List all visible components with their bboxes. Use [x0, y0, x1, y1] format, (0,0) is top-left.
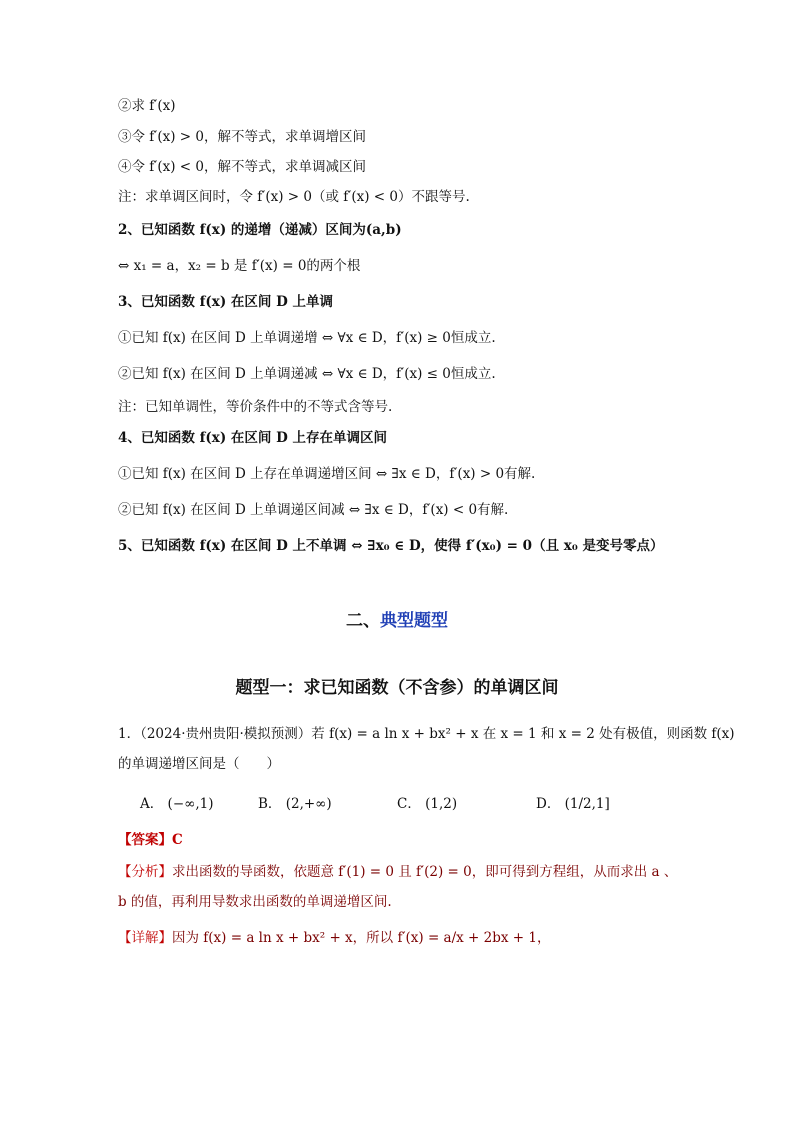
section-prefix: 二、: [346, 611, 380, 631]
option-a-label: A．: [140, 796, 164, 812]
topic-subtitle: 题型一：求已知函数（不含参）的单调区间: [235, 678, 559, 698]
section-heading: [0, 606, 794, 631]
option-d: [536, 792, 610, 812]
detail-tag: 【详解】: [118, 930, 172, 946]
note-line: 注：求单调区间时，令 f′(x) > 0（或 f′(x) < 0）不跟等号.: [118, 189, 470, 205]
problem-line-2: 的单调递增区间是（ ）: [118, 756, 280, 772]
item-2-title: 2、已知函数 f(x) 的递增（递减）区间为(a,b): [118, 222, 402, 238]
item-3-a: ①已知 f(x) 在区间 D 上单调递增 ⇔ ∀x ∈ D，f′(x) ≥ 0恒成立.: [118, 330, 496, 346]
item-4-a: ①已知 f(x) 在区间 D 上存在单调递增区间 ⇔ ∃x ∈ D，f′(x) > 0有解.: [118, 466, 536, 482]
option-d-value: (1/2,1]: [564, 796, 610, 812]
option-b-value: (2,+∞): [285, 796, 332, 812]
option-d-label: D．: [536, 796, 561, 812]
item-2-body: ⇔ x₁ = a，x₂ = b 是 f′(x) = 0的两个根: [118, 258, 361, 274]
detail-text: 因为 f(x) = a ln x + bx² + x，所以 f′(x) = a/x + 2bx + 1，: [172, 930, 551, 946]
step-4-line: ④令 f′(x) < 0，解不等式，求单调减区间: [118, 159, 366, 175]
option-a: [140, 792, 214, 812]
analysis-line-2: b 的值，再利用导数求出函数的单调递增区间.: [118, 894, 392, 910]
item-5-title: 5、已知函数 f(x) 在区间 D 上不单调 ⇔ ∃x₀ ∈ D，使得 f′(x₀) = 0（且 x₀ 是变号零点）: [118, 538, 664, 554]
problem-line-1: 1．（2024·贵州贵阳·模拟预测）若 f(x) = a ln x + bx² + x 在 x = 1 和 x = 2 处有极值，则函数 f(x): [118, 726, 735, 742]
item-3-note: 注：已知单调性，等价条件中的不等式含等号.: [118, 399, 393, 415]
step-2-line: ②求 f′(x): [118, 98, 176, 114]
answer-tag: 【答案】: [118, 832, 172, 848]
item-4-b: ②已知 f(x) 在区间 D 上单调递区间减 ⇔ ∃x ∈ D，f′(x) < 0有解.: [118, 502, 509, 518]
option-a-value: (−∞,1): [167, 796, 214, 812]
step-3-line: ③令 f′(x) > 0，解不等式，求单调增区间: [118, 129, 366, 145]
analysis-text-1: 求出函数的导函数，依题意 f′(1) = 0 且 f′(2) = 0，即可得到方程组，从而求出 a 、: [172, 864, 678, 880]
item-4-title: 4、已知函数 f(x) 在区间 D 上存在单调区间: [118, 430, 388, 446]
option-c: [397, 792, 457, 812]
option-b-label: B．: [258, 796, 282, 812]
detail-line: [118, 928, 714, 948]
item-3-title: 3、已知函数 f(x) 在区间 D 上单调: [118, 294, 334, 310]
option-c-label: C．: [397, 796, 421, 812]
option-c-value: (1,2): [425, 796, 458, 812]
answer-line: [118, 830, 714, 850]
answer-value: C: [172, 832, 183, 848]
analysis-line-1: [118, 862, 714, 882]
item-3-b: ②已知 f(x) 在区间 D 上单调递减 ⇔ ∀x ∈ D，f′(x) ≤ 0恒成立.: [118, 366, 496, 382]
section-title: 典型题型: [380, 611, 448, 631]
analysis-tag: 【分析】: [118, 864, 172, 880]
option-b: [258, 792, 332, 812]
